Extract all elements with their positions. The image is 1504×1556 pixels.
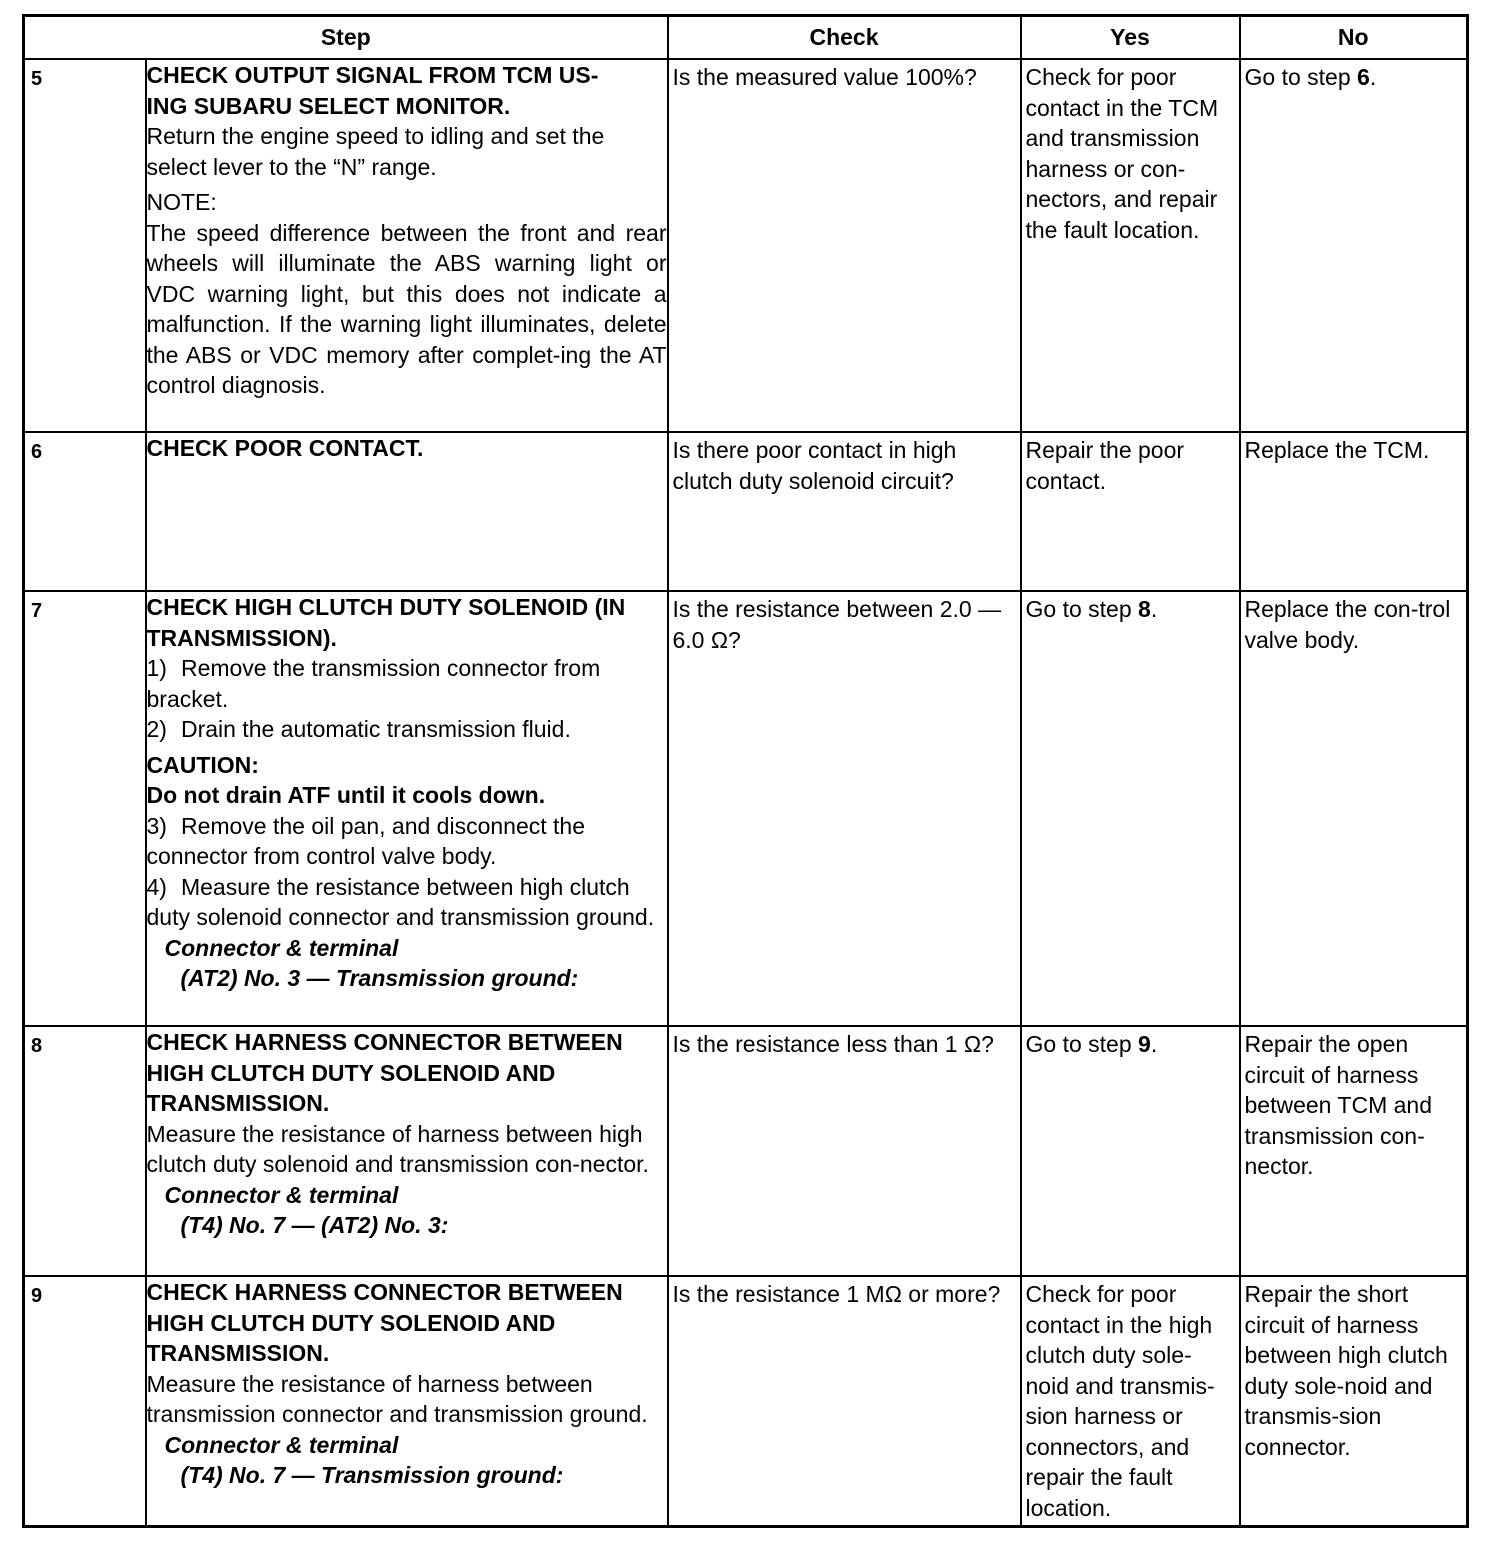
yes-cell: Go to step 8. bbox=[1021, 591, 1240, 1026]
spec-value: (T4) No. 7 — Transmission ground: bbox=[180, 1462, 564, 1488]
table-row bbox=[24, 432, 1468, 591]
step-body: Measure the resistance of harness between transmission connector and transmission ground. bbox=[146, 1370, 648, 1427]
header-no: No bbox=[1240, 16, 1468, 60]
step-description bbox=[146, 591, 668, 1026]
yes-cell: Go to step 9. bbox=[1021, 1026, 1240, 1276]
step-body: Return the engine speed to idling and set the select lever to the “N” range. bbox=[146, 123, 605, 180]
step-ref: 9 bbox=[1138, 1031, 1151, 1057]
step-description bbox=[146, 59, 668, 432]
step-ref: 6 bbox=[1357, 64, 1370, 90]
no-cell: Replace the TCM. bbox=[1240, 432, 1468, 591]
substep: 1) Remove the transmission connector from bracket. bbox=[146, 655, 601, 712]
table-row bbox=[24, 1026, 1468, 1276]
header-row bbox=[24, 16, 1468, 60]
no-cell: Repair the short circuit of harness between high clutch duty sole-noid and transmis-sion connector. bbox=[1240, 1276, 1468, 1526]
caution-label: CAUTION: bbox=[146, 751, 259, 778]
spec-value: (T4) No. 7 — (AT2) No. 3: bbox=[180, 1212, 449, 1238]
step-title: CHECK HARNESS CONNECTOR BETWEEN HIGH CLUTCH DUTY SOLENOID AND TRANSMISSION. bbox=[146, 1279, 623, 1366]
substep: 3) Remove the oil pan, and disconnect the connector from control valve body. bbox=[146, 812, 585, 869]
step-title: CHECK HARNESS CONNECTOR BETWEEN HIGH CLUTCH DUTY SOLENOID AND TRANSMISSION. bbox=[146, 1029, 623, 1116]
check-cell: Is the measured value 100%? bbox=[668, 59, 1021, 432]
table-row bbox=[24, 1276, 1468, 1526]
table-row bbox=[24, 591, 1468, 1026]
header-yes: Yes bbox=[1021, 16, 1240, 60]
diagnosis-table bbox=[22, 14, 1469, 1528]
header-step: Step bbox=[24, 16, 668, 60]
substep: 2) Drain the automatic transmission fluid. bbox=[146, 716, 571, 742]
step-description bbox=[146, 1276, 668, 1526]
no-cell: Replace the con-trol valve body. bbox=[1240, 591, 1468, 1026]
step-number: 8 bbox=[24, 1026, 146, 1276]
note-text: The speed difference between the front and rear wheels will illuminate the ABS warning light or VDC warning light, but this does not indicate a malfunction. If the warning light illuminates, delete the ABS or VDC memory after complet-ing the AT control diagnosis. bbox=[146, 219, 667, 398]
step-title: CHECK HIGH CLUTCH DUTY SOLENOID (IN TRANSMISSION). bbox=[146, 594, 626, 651]
spec-label: Connector & terminal bbox=[164, 1431, 399, 1458]
step-description bbox=[146, 432, 668, 591]
step-description bbox=[146, 1026, 668, 1276]
spec-label: Connector & terminal bbox=[164, 1181, 399, 1208]
yes-cell: Check for poor contact in the high clutch duty sole-noid and transmis-sion harness or connectors, and repair the fault location. bbox=[1021, 1276, 1240, 1526]
step-body: Measure the resistance of harness between high clutch duty solenoid and transmission con-nector. bbox=[146, 1120, 649, 1177]
spec-label: Connector & terminal bbox=[164, 934, 399, 961]
no-cell: Repair the open circuit of harness between TCM and transmission con-nector. bbox=[1240, 1026, 1468, 1276]
header-check: Check bbox=[668, 16, 1021, 60]
yes-cell: Repair the poor contact. bbox=[1021, 432, 1240, 591]
check-cell: Is there poor contact in high clutch duty solenoid circuit? bbox=[668, 432, 1021, 591]
check-cell: Is the resistance 1 MΩ or more? bbox=[668, 1276, 1021, 1526]
step-number: 9 bbox=[24, 1276, 146, 1526]
substep: 4) Measure the resistance between high clutch duty solenoid connector and transmission ground. bbox=[146, 873, 655, 930]
yes-cell: Check for poor contact in the TCM and transmission harness or con-nectors, and repair the fault location. bbox=[1021, 59, 1240, 432]
note-label: NOTE: bbox=[146, 189, 217, 215]
spec-value: (AT2) No. 3 — Transmission ground: bbox=[180, 965, 579, 991]
no-cell: Go to step 6. bbox=[1240, 59, 1468, 432]
step-number: 5 bbox=[24, 59, 146, 432]
step-title: CHECK POOR CONTACT. bbox=[146, 435, 424, 461]
check-cell: Is the resistance between 2.0 — 6.0 Ω? bbox=[668, 591, 1021, 1026]
step-title: CHECK OUTPUT SIGNAL FROM TCM US- ING SUBARU SELECT MONITOR. bbox=[146, 62, 599, 119]
check-cell: Is the resistance less than 1 Ω? bbox=[668, 1026, 1021, 1276]
table-row bbox=[24, 59, 1468, 432]
step-ref: 8 bbox=[1138, 596, 1151, 622]
caution-text: Do not drain ATF until it cools down. bbox=[146, 782, 546, 808]
step-number: 7 bbox=[24, 591, 146, 1026]
step-number: 6 bbox=[24, 432, 146, 591]
